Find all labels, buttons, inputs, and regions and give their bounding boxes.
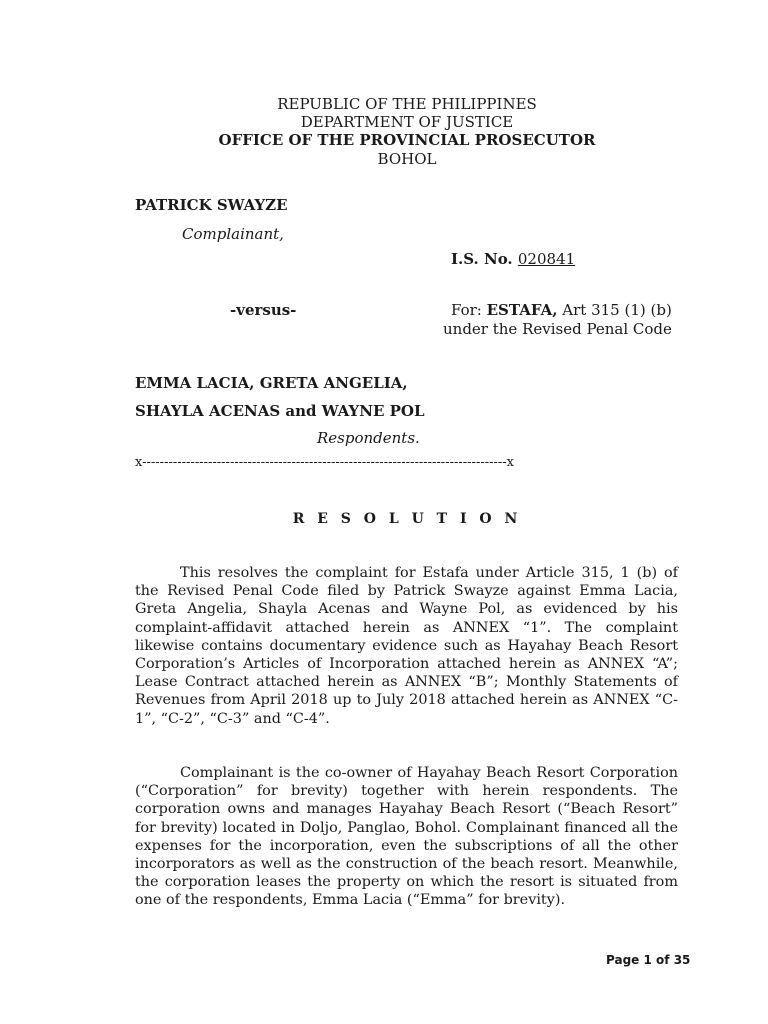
is-number-line xyxy=(451,250,575,268)
paragraph-1-text: This resolves the complaint for Estafa under Article 315, 1 (b) of the Revised Penal Code filed by Patrick Swayze against Emma Lacia, Greta Angelia, Shayla Acenas and Wayne Pol, as evidenced by his complaint-affidavit attached herein as ANNEX “1”. The complaint likewise contains documentary evidence such as Hayahay Beach Resort Corporation’s Articles of Incorporation attached herein as ANNEX “A”; Lease Contract attached herein as ANNEX “B”; Monthly Statements of Revenues from April 2018 up to July 2018 attached herein as ANNEX “C-1”, “C-2”, “C-3” and “C-4”. xyxy=(135,565,678,727)
for-label: For: xyxy=(451,301,482,319)
offense-line xyxy=(451,301,672,319)
page-footer xyxy=(606,953,690,967)
is-label: I.S. No. xyxy=(451,250,513,268)
page-of-label: of xyxy=(656,953,670,967)
header-province: BOHOL xyxy=(377,150,437,168)
paragraph-2 xyxy=(135,764,678,910)
for-article: Art 315 (1) (b) xyxy=(562,301,672,319)
header-department: DEPARTMENT OF JUSTICE xyxy=(300,113,514,131)
respondents-role: Respondents. xyxy=(317,429,420,447)
complainant-role: Complainant, xyxy=(182,225,284,243)
paragraph-2-text: Complainant is the co-owner of Hayahay Beach Resort Corporation (“Corporation” for brevity) together with herein respondents. The corporation owns and manages Hayahay Beach Resort (“Beach Resort” for brevity) located in Doljo, Panglao, Bohol. Complainant financed all the expenses for the incorporation, even the subscriptions of all the other incorporators as well as the construction of the beach resort. Meanwhile, the corporation leases the property on which the resort is situated from one of the respondents, Emma Lacia (“Emma” for brevity). xyxy=(135,765,678,909)
caption-separator: x-----------------------------------------------------------------------------------x xyxy=(135,455,515,470)
resolution-title: R E S O L U T I O N xyxy=(292,511,522,527)
complainant-name: PATRICK SWAYZE xyxy=(135,196,288,214)
is-number: 020841 xyxy=(517,250,576,268)
page-number: 1 xyxy=(643,953,652,967)
respondents-line-2: SHAYLA ACENAS and WAYNE POL xyxy=(135,402,425,420)
header-office: OFFICE OF THE PROVINCIAL PROSECUTOR xyxy=(218,131,596,149)
for-offense: ESTAFA, xyxy=(486,301,558,319)
page-label: Page xyxy=(606,953,640,967)
offense-line-2: under the Revised Penal Code xyxy=(443,320,672,338)
page-total: 35 xyxy=(673,953,691,967)
respondents-line-1: EMMA LACIA, GRETA ANGELIA, xyxy=(135,374,408,392)
header-republic: REPUBLIC OF THE PHILIPPINES xyxy=(277,95,537,113)
paragraph-1 xyxy=(135,564,678,728)
versus-label: -versus- xyxy=(230,301,297,319)
